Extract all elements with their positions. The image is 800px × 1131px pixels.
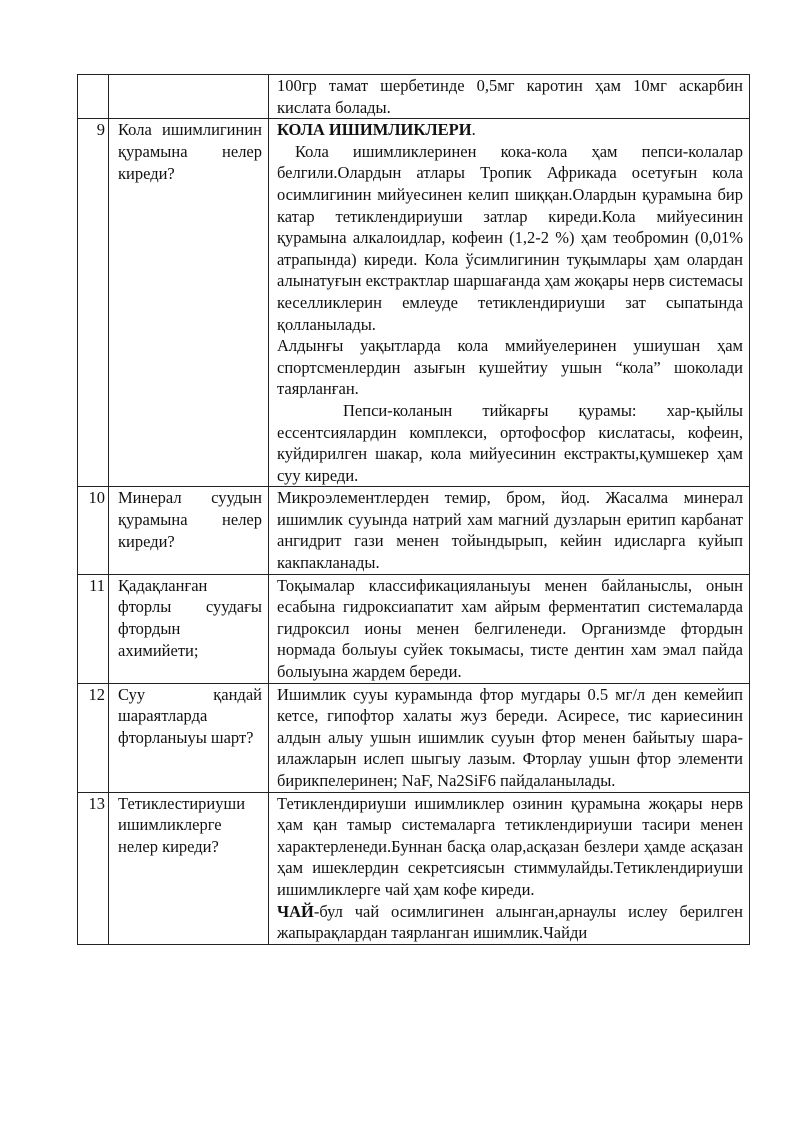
answer-paragraph: Пепси-коланын тийкарғы қурамы: хар-қыйлы ессентсиялардин комплекси, ортофосфор кислатасы, кофеин, куйдирилген шакар, кола мийуесинин екстракты,қумшекер ҳам суу киреди. [277,400,743,485]
answer-paragraph: Микроэлементлерден темир, бром, йод. Жасалма минерал ишимлик сууында натрий хам магний дузларын еритип карбанат ангидрит гази менен тойындырып, кейин идисларга куйып какпакланады. [277,488,743,573]
heading-tail: . [471,120,476,140]
qa-table [77,74,750,945]
table-row [78,683,750,792]
answer-paragraph: Ишимлик сууы курамында фтор мугдары 0.5 мг/л ден кемейип кетсе, гипофтор халаты жуз береди. Асиресе, тис кариесинин алдын алыу ушын ишимлик сууын фтор менен байытыу шара-илажларын ислеп шыгыу лазым. Фторлау ушын фтор элементи бирикпелеринен; NaF, Na2SiF6 пайдаланылады. [277,684,743,790]
tea-text: -бул чай осимлигинен алынган,арнаулы ислеу берилген жапырақлардан таярланган ишимлик.Чайди [277,901,743,943]
answer-paragraph: Тоқымалар классификацияланыуы менен байланыслы, онын есабына гидроксиапатит хам айрым ферментатип системаларда гидроксил ионы менен белгиленеди. Организмде фтордын нормада болыуы суйек токымасы, тисте дентин хам эмал пайда болыуына жардем береди. [277,575,743,682]
answer-paragraph: 100гр тамат шербетинде 0,5мг каротин ҳам 10мг аскарбин кислата болады. [277,76,743,117]
row-number-cell: 10 [78,487,109,574]
question-cell: Кола ишимлигинин қурамына нелер киреди? [109,119,269,487]
answer-cell [269,487,750,574]
question-cell [109,75,269,119]
row-number-cell: 13 [78,792,109,944]
heading-text: КОЛА ИШИМЛИКЛЕРИ [277,120,472,140]
answer-cell [269,75,750,119]
answer-cell [269,574,750,683]
table-row [78,75,750,119]
answer-paragraph: Алдынғы уақытларда кола ммийуелеринен ушиушан ҳам спортсменлердин азығын кушейтиу ушын “кола” шоколади таярланған. [277,336,743,399]
row-number-cell: 9 [78,119,109,487]
question-cell: Минерал суудын қурамына нелер киреди? [109,487,269,574]
question-cell: Суу қандай шараятларда фторланыуы шарт? [109,683,269,792]
question-cell: Қадақланған фторлы суудағы фтордын ахимийети; [109,574,269,683]
answer-cell [269,792,750,944]
table-row [78,574,750,683]
answer-paragraph: Кола ишимликлеринен кока-кола ҳам пепси-колалар белгили.Олардын атлары Тропик Африкада осетуғын кола осимлигинин мийуесинен келип шиққан.Олардын қурамына бир катар тетиклендириуши затлар киреди.Кола мийуесинин қурамына алкалоидлар, кофеин (1,2-2 %) ҳам теобромин (0,01% атрапында) киреди. Кола ўсимлигинин туқымлары ҳам олардан алынатуғын екстрактлар шаршағанда ҳам жоқары нерв системасы кеселликлерин емлеуде тетиклендириуши зат сыпатында қолланылады. [277,141,743,334]
table-row [78,487,750,574]
table-row [78,792,750,944]
answer-paragraph: Тетиклендириуши ишимликлер озинин қурамына жоқары нерв ҳам қан тамыр системаларга тетиклендириуши тасири менен характерленеди.Буннан басқа олар,асқазан безлери ҳамде асқазан ҳам ишеклердин секретсиясын стиммулайды.Тетиклендириуши ишимликлерге чай ҳам кофе киреди. [277,793,743,899]
answer-heading [269,119,749,141]
question-cell: Тетиклестириуши ишимликлерге нелер киреди? [109,792,269,944]
row-number-cell: 11 [78,574,109,683]
row-number-cell: 12 [78,683,109,792]
row-number-cell [78,75,109,119]
tea-heading: ЧАЙ [277,901,314,921]
answer-cell [269,119,750,487]
answer-cell [269,683,750,792]
table-row [78,119,750,487]
answer-paragraph [269,901,749,944]
